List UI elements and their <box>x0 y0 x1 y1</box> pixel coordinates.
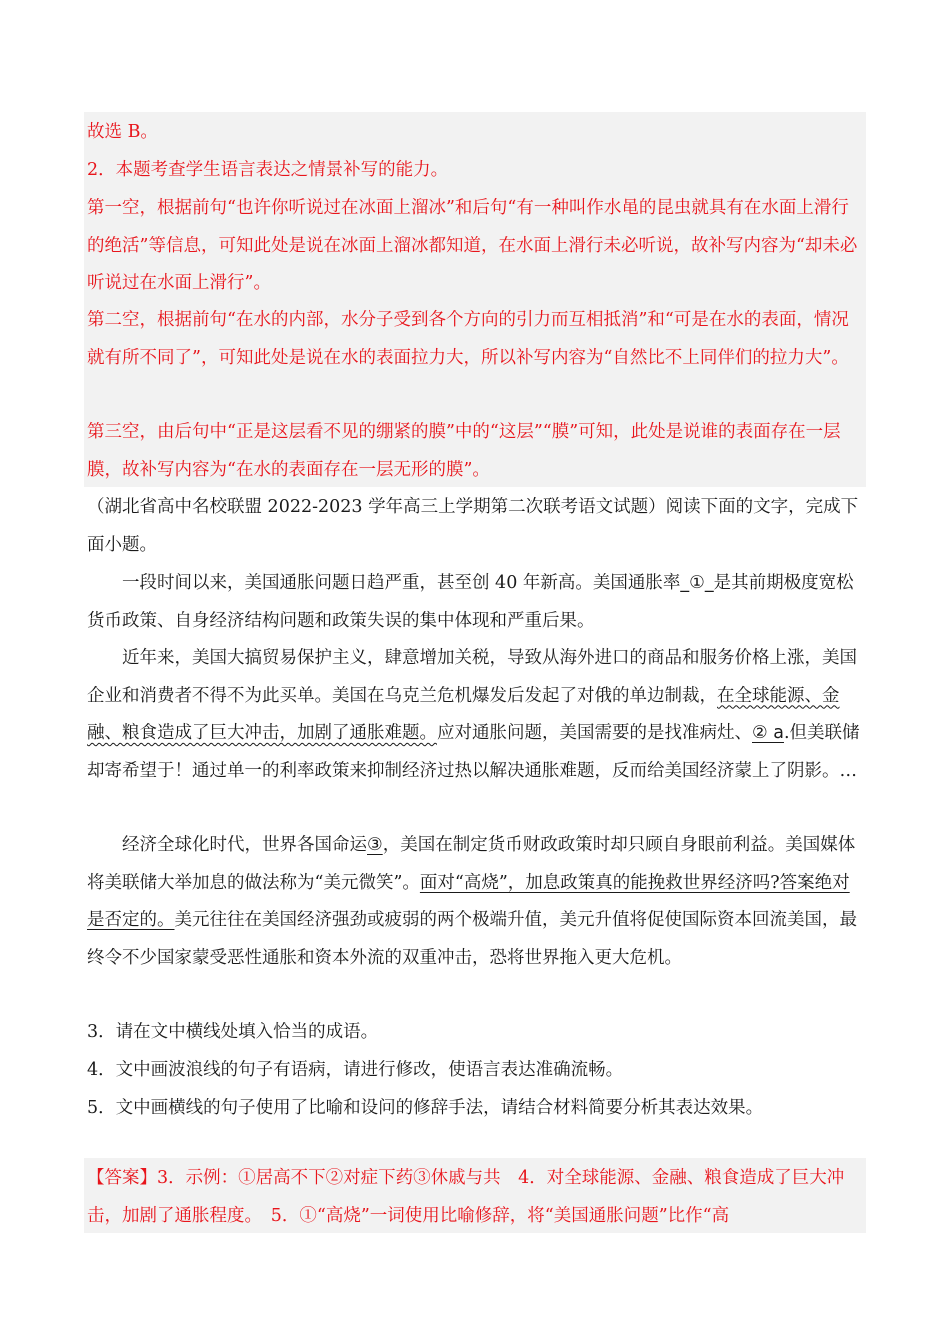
underlined-sentence: 面对“高烧”，加息政策真的能挽救世界经济吗?答案绝对是否定的。 <box>87 872 850 930</box>
answer-blank-2: 第二空，根据前句“在水的内部，水分子受到各个方向的引力而互相抵消”和“可是在水的表面，情况就有所不同了”，可知此处是说在水的表面拉力大，所以补写内容为“自然比不上同伴们的拉力大”。 <box>87 310 849 368</box>
wavy-underlined-sentence: 在全球能源、金融、粮食造成了巨大冲击，加剧了通胀难题。 <box>87 685 840 743</box>
passage-text: ，美国在制定货币财政政策时却只顾自身眼前利益。美国媒体将美联储大举加息的做法称为“美元微笑”。 <box>87 835 856 893</box>
passage-text: 近年来，美国大搞贸易保护主义，肆意增加关税，导致从海外进口的商品和服务价格上涨，美国企业和消费者不得不为此买单。美国在乌克兰危机爆发后发起了对俄的单边制裁， <box>87 648 857 706</box>
passage-paragraph-2 <box>87 640 865 790</box>
question-3: 3．请在文中横线处填入恰当的成语。 <box>87 1022 379 1042</box>
passage-paragraph-3 <box>87 827 865 977</box>
question-source: （湖北省高中名校联盟 2022-2023 学年高三上学期第二次联考语文试题）阅读下面的文字，完成下面小题。 <box>87 497 859 555</box>
answer-line-choice: 故选 B。 <box>87 122 158 142</box>
question-5: 5．文中画横线的句子使用了比喻和设问的修辞手法，请结合材料简要分析其表达效果。 <box>87 1098 764 1118</box>
passage-text: 经济全球化时代，世界各国命运 <box>122 835 367 855</box>
answer-q2-title: 2．本题考查学生语言表达之情景补写的能力。 <box>87 160 449 180</box>
passage-text: 一段时间以来，美国通胀问题日趋严重，甚至创 40 年新高。美国通胀率 <box>122 573 681 593</box>
blank-1: _①_ <box>680 573 714 593</box>
answer-label: 【答案】 <box>87 1168 157 1188</box>
answer-blank-3: 第三空，由后句中“正是这层看不见的绷紧的膜”中的“这层”“膜”可知，此处是说谁的表面存在一层膜，故补写内容为“在水的表面存在一层无形的膜”。 <box>87 422 841 480</box>
passage-text: .但美联储却寄希望于！通过单一的利率政策来抑制经济过热以解决通胀难题，反而给美国经济蒙上了阴影。… <box>87 723 860 781</box>
answer-blank-1: 第一空，根据前句“也许你听说过在冰面上溜冰”和后句“有一种叫作水黾的昆虫就具有在水面上滑行的绝活”等信息，可知此处是说在冰面上溜冰都知道，在水面上滑行未必听说，故补写内容为“却未必听说过在水面上滑行”。 <box>87 198 858 293</box>
passage-paragraph-1 <box>87 565 865 640</box>
answer-text: 3．示例：①居高不下②对症下药③休戚与共 4．对全球能源、金融、粮食造成了巨大冲击，加剧了通胀程度。 5．①“高烧”一词使用比喻修辞，将“美国通胀问题”比作“高 <box>87 1168 845 1226</box>
passage-text: 应对通胀问题，美国需要的是找准病灶、 <box>437 723 752 743</box>
passage-text: 是其前期极度宽松货币政策、自身经济结构问题和政策失误的集中体现和严重后果。 <box>87 573 854 631</box>
passage-text: 美元往往在美国经济强劲或疲弱的两个极端升值，美元升值将促使国际资本回流美国，最终令不少国家蒙受恶性通胀和资本外流的双重冲击，恐将世界拖入更大危机。 <box>87 910 857 968</box>
blank-2: ② a <box>752 723 784 743</box>
blank-3: ③ <box>367 835 383 855</box>
question-4: 4．文中画波浪线的句子有语病，请进行修改，使语言表达准确流畅。 <box>87 1060 624 1080</box>
answer-bottom <box>87 1160 865 1235</box>
